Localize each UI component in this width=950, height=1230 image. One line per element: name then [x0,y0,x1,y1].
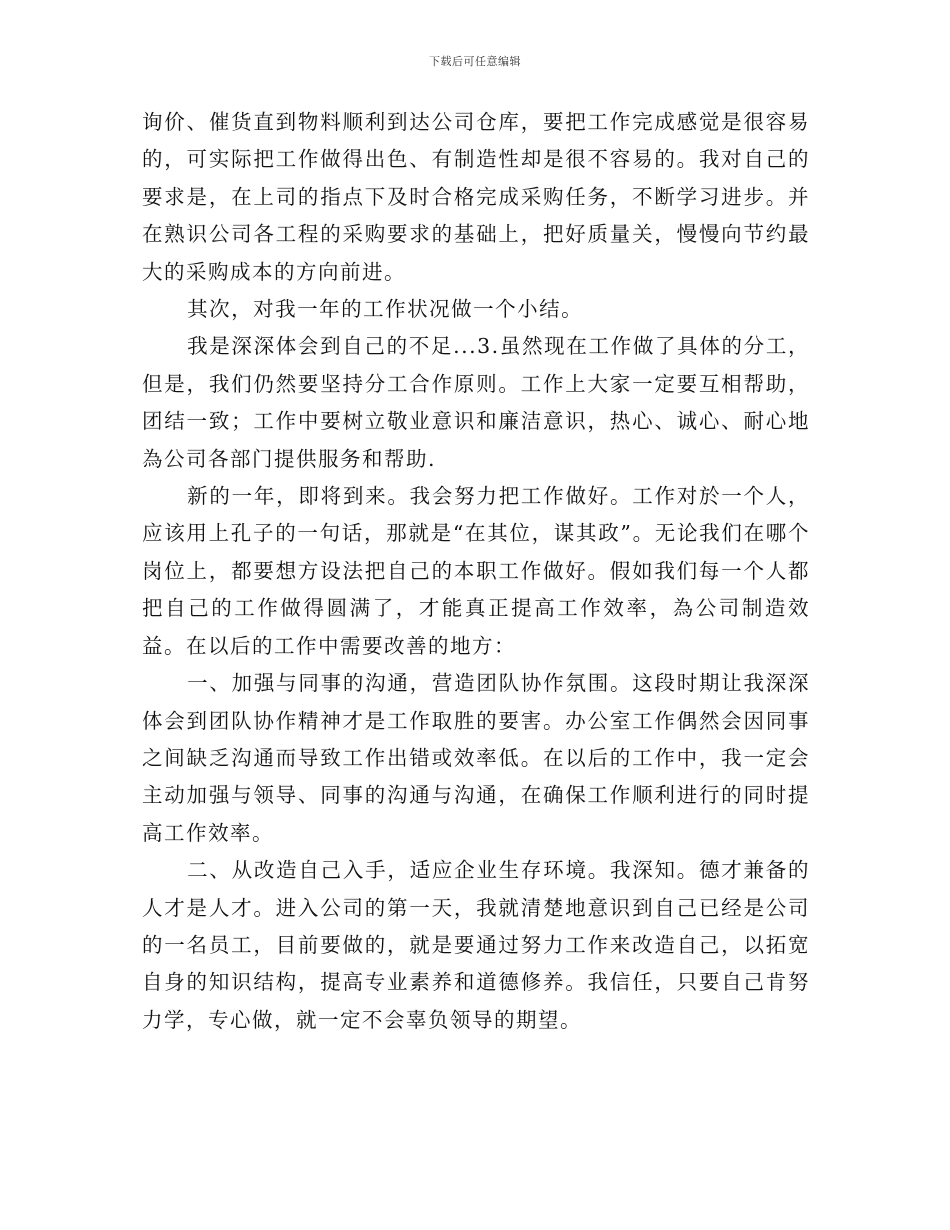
paragraph-6: 二、从改造自己入手，适应企业生存环境。我深知。德才兼备的人才是人才。进入公司的第一天，我就清楚地意识到自己已经是公司的一名员工，目前要做的，就是要通过努力工作来改造自己，以拓宽自身的知识结构，提高专业素养和道德修养。我信任，只要自己肯努力学，专心做，就一定不会辜负领导的期望。 [142,858,810,1032]
page-header: 下载后可任意编辑 [429,55,521,68]
paragraph-1: 询价、催货直到物料顺利到达公司仓库，要把工作完成感觉是很容易的，可实际把工作做得出色、有制造性却是很不容易的。我对自己的要求是，在上司的指点下及时合格完成采购任务，不断学习进步。并在熟识公司各工程的采购要求的基础上，把好质量关，慢慢向节约最大的采购成本的方向前进。 [142,110,810,284]
paragraph-3: 我是深深体会到自己的不足...3.虽然现在工作做了具体的分工，但是，我们仍然要坚持分工合作原则。工作上大家一定要互相帮助，团结一致；工作中要树立敬业意识和廉洁意识，热心、诚心、耐心地為公司各部门提供服务和帮助. [142,334,810,471]
paragraph-2: 其次，对我一年的工作状况做一个小结。 [187,297,584,322]
paragraph-4: 新的一年，即将到来。我会努力把工作做好。工作对於一个人，应该用上孔子的一句话，那就是“在其位，谋其政”。无论我们在哪个岗位上，都要想方设法把自己的本职工作做好。假如我们每一个人都把自己的工作做得圆满了，才能真正提高工作效率，為公司制造效益。在以后的工作中需要改善的地方： [142,484,810,658]
document-body [142,104,810,1039]
paragraph-5: 一、加强与同事的沟通，营造团队协作氛围。这段时期让我深深体会到团队协作精神才是工作取胜的要害。办公室工作偶然会因同事之间缺乏沟通而导致工作出错或效率低。在以后的工作中，我一定会主动加强与领导、同事的沟通与沟通，在确保工作顺利进行的同时提高工作效率。 [142,671,810,845]
